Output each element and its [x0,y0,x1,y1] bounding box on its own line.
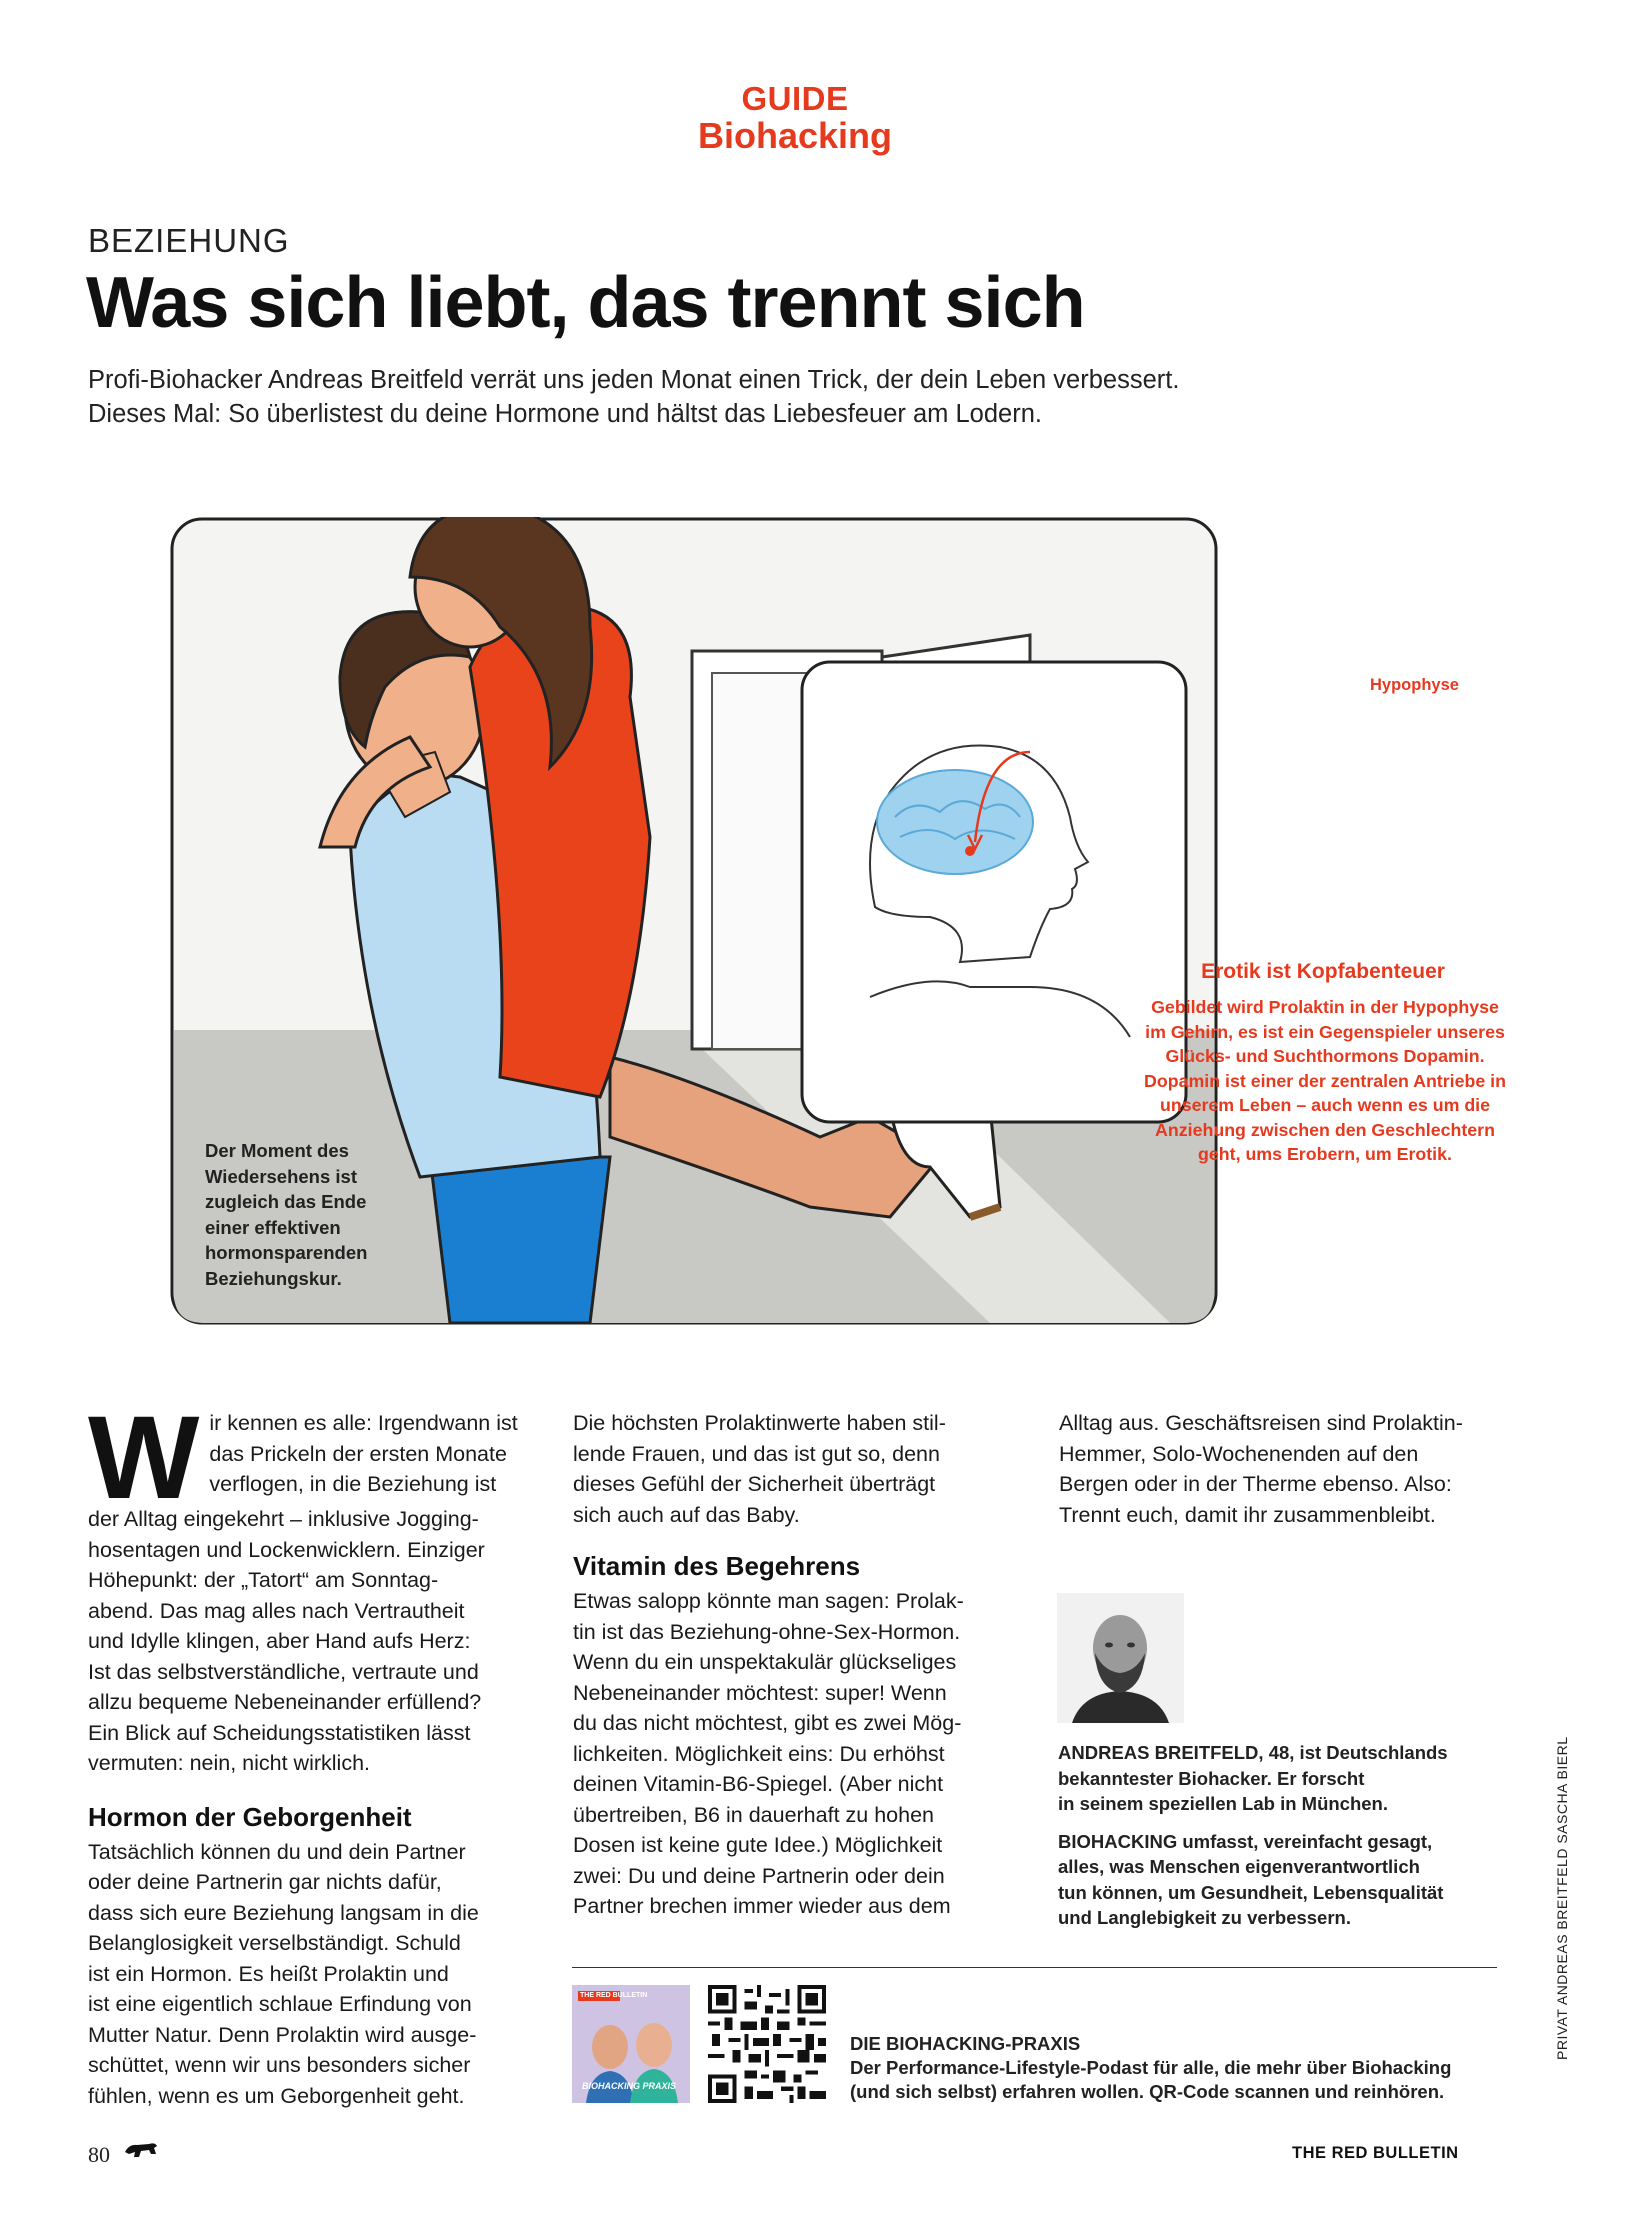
bio-line: BIOHACKING umfasst, vereinfacht gesagt, [1058,1830,1433,1852]
body-line: Wenn du ein unspektakulär glückseliges [573,1650,957,1674]
body-line: Mutter Natur. Denn Prolaktin wird ausge- [88,2022,477,2047]
bio-line: tun können, um Gesundheit, Lebensqualität [1058,1881,1444,1903]
standfirst-line: Profi-Biohacker Andreas Breitfeld verrät uns jeden Monat einen Trick, der dein Leben verbessert. [88,366,1180,394]
body-line: Belanglosigkeit verselbständigt. Schuld [88,1931,461,1955]
body-line: Partner brechen immer wieder aus dem [573,1894,951,1918]
bull-icon [123,2138,159,2160]
subheading-1: Hormon der Geborgenheit [88,1801,412,1832]
body-line: Höhepunkt: der „Tatort“ am Sonntag- [88,1568,439,1592]
body-line: und Idylle klingen, aber Hand aufs Herz: [88,1629,471,1653]
body-line: zwei: Du und deine Partnerin oder dein [573,1863,945,1888]
article-headline: Was sich liebt, das trennt sich [86,263,1085,343]
section-topic: Biohacking [697,114,893,156]
article-standfirst [88,363,1288,431]
body-line: Alltag aus. Geschäftsreisen sind Prolaktin- [1059,1411,1463,1435]
body-line: Dosen ist keine gute Idee.) Möglichkeit [573,1833,943,1857]
body-line: dieses Gefühl der Sicherheit überträgt [573,1472,936,1496]
body-line: schüttet, wenn wir uns besonders sicher [88,2053,471,2077]
divider [572,1967,1497,1968]
photo-credits: PRIVAT ANDREAS BREITFELD SASCHA BIERL [1554,1736,1570,2060]
illustration-caption: Der Moment des Wiedersehens ist zugleich das Ende einer effektiven hormonsparenden Beziehungskur. [205,1140,368,1289]
body-line: hosentagen und Lockenwicklern. Einziger [88,1537,485,1562]
section-label [0,82,1590,154]
bio-line: in seinem speziellen Lab in München. [1058,1793,1388,1814]
brain-label: Hypophyse [1370,676,1459,694]
body-line: Etwas salopp könnte man sagen: Prolak- [573,1589,964,1613]
body-line: dass sich eure Beziehung langsam in die [88,1900,479,1925]
bio-line: bekanntester Biohacker. Er forscht [1058,1767,1365,1789]
infobox-text: Gebildet wird Prolaktin in der Hypophyse im Gehirn, es ist ein Gegenspieler unseres Glücks- und Suchthormons Dopamin. Dopamin ist einer der zentralen Antriebe in unserem Leben – auch wenn es um die Anziehung zwischen den Geschlechtern geht, ums Erobern, um Erotik. [1144,997,1506,1164]
body-column-3 [1059,1408,1499,1530]
podcast-text [850,2032,1500,2104]
infobox-title: Erotik ist Kopfabenteuer [1201,960,1445,983]
body-line: tin ist das Beziehung-ohne-Sex-Hormon. [573,1619,961,1644]
podcast-line: Der Performance-Lifestyle-Podast für alle, die mehr über Biohacking [850,2057,1452,2078]
body-line: verflogen, in die Beziehung ist [209,1472,497,1496]
body-line: deinen Vitamin-B6-Spiegel. (Aber nicht [573,1772,944,1796]
body-line: Die höchsten Prolaktinwerte haben stil- [573,1411,946,1435]
body-line: Bergen oder in der Therme ebenso. Also: [1059,1472,1452,1496]
section-guide: GUIDE [741,80,849,117]
body-column-1 [88,1392,548,2111]
podcast-title: DIE BIOHACKING-PRAXIS [850,2033,1081,2054]
bio-line: alles, was Menschen eigenverantwortlich [1058,1856,1420,1877]
magazine-brand: THE RED BULLETIN [1292,2144,1459,2162]
body-line: allzu bequeme Nebeneinander erfüllend? [88,1690,482,1714]
body-line: das Prickeln der ersten Monate [209,1441,507,1466]
podcast-line: (und sich selbst) erfahren wollen. QR-Code scannen und reinhören. [850,2081,1445,2102]
body-line: oder deine Partnerin gar nichts dafür, [88,1870,442,1894]
subheading-2: Vitamin des Begehrens [573,1551,861,1581]
body-line: Trennt euch, damit ihr zusammenbleibt. [1059,1502,1436,1527]
body-line: du das nicht möchtest, gibt es zwei Mög- [573,1711,962,1735]
body-line: übertreiben, B6 in dauerhaft zu hohen [573,1802,934,1827]
drop-cap: W [88,1392,200,1524]
body-column-2 [573,1408,1043,1922]
podcast-cover-title: BIOHACKING PRAXIS [582,2081,677,2091]
podcast-cover[interactable] [572,1985,690,2103]
body-line: Ist das selbstverständliche, vertraute und [88,1659,479,1684]
body-line: fühlen, wenn es um Geborgenheit geht. [88,2083,465,2108]
body-line: lichkeiten. Möglichkeit eins: Du erhöhst [573,1741,945,1766]
body-line: Nebeneinander möchtest: super! Wenn [573,1680,947,1705]
body-line: vermuten: nein, nicht wirklich. [88,1751,370,1775]
body-line: ir kennen es alle: Irgendwann ist [209,1411,518,1435]
body-line: der Alltag eingekehrt – inklusive Jogging- [88,1507,479,1531]
page-number: 80 [88,2142,110,2167]
standfirst-line: Dieses Mal: So überlistest du deine Hormone und hältst das Liebesfeuer am Lodern. [88,400,1042,428]
author-portrait [1057,1593,1184,1723]
podcast-cover-brand: THE RED BULLETIN [580,1992,648,1999]
qr-code[interactable] [708,1985,826,2103]
body-line: Ein Blick auf Scheidungsstatistiken lässt [88,1720,471,1745]
author-bio [1058,1740,1498,1943]
body-line: lende Frauen, und das ist gut so, denn [573,1441,940,1466]
body-line: ist ein Hormon. Es heißt Prolaktin und [88,1961,449,1986]
body-line: Tatsächlich können du und dein Partner [88,1839,466,1864]
body-line: abend. Das mag alles nach Vertrautheit [88,1598,465,1623]
body-line: sich auch auf das Baby. [573,1502,800,1527]
body-line: ist eine eigentlich schlaue Erfindung von [88,1992,472,2016]
body-line: Hemmer, Solo-Wochenenden auf den [1059,1441,1419,1466]
bio-line: ANDREAS BREITFELD, 48, ist Deutschlands [1058,1742,1448,1763]
bio-line: und Langlebigkeit zu verbessern. [1058,1907,1351,1928]
article-kicker: BEZIEHUNG [88,222,290,259]
